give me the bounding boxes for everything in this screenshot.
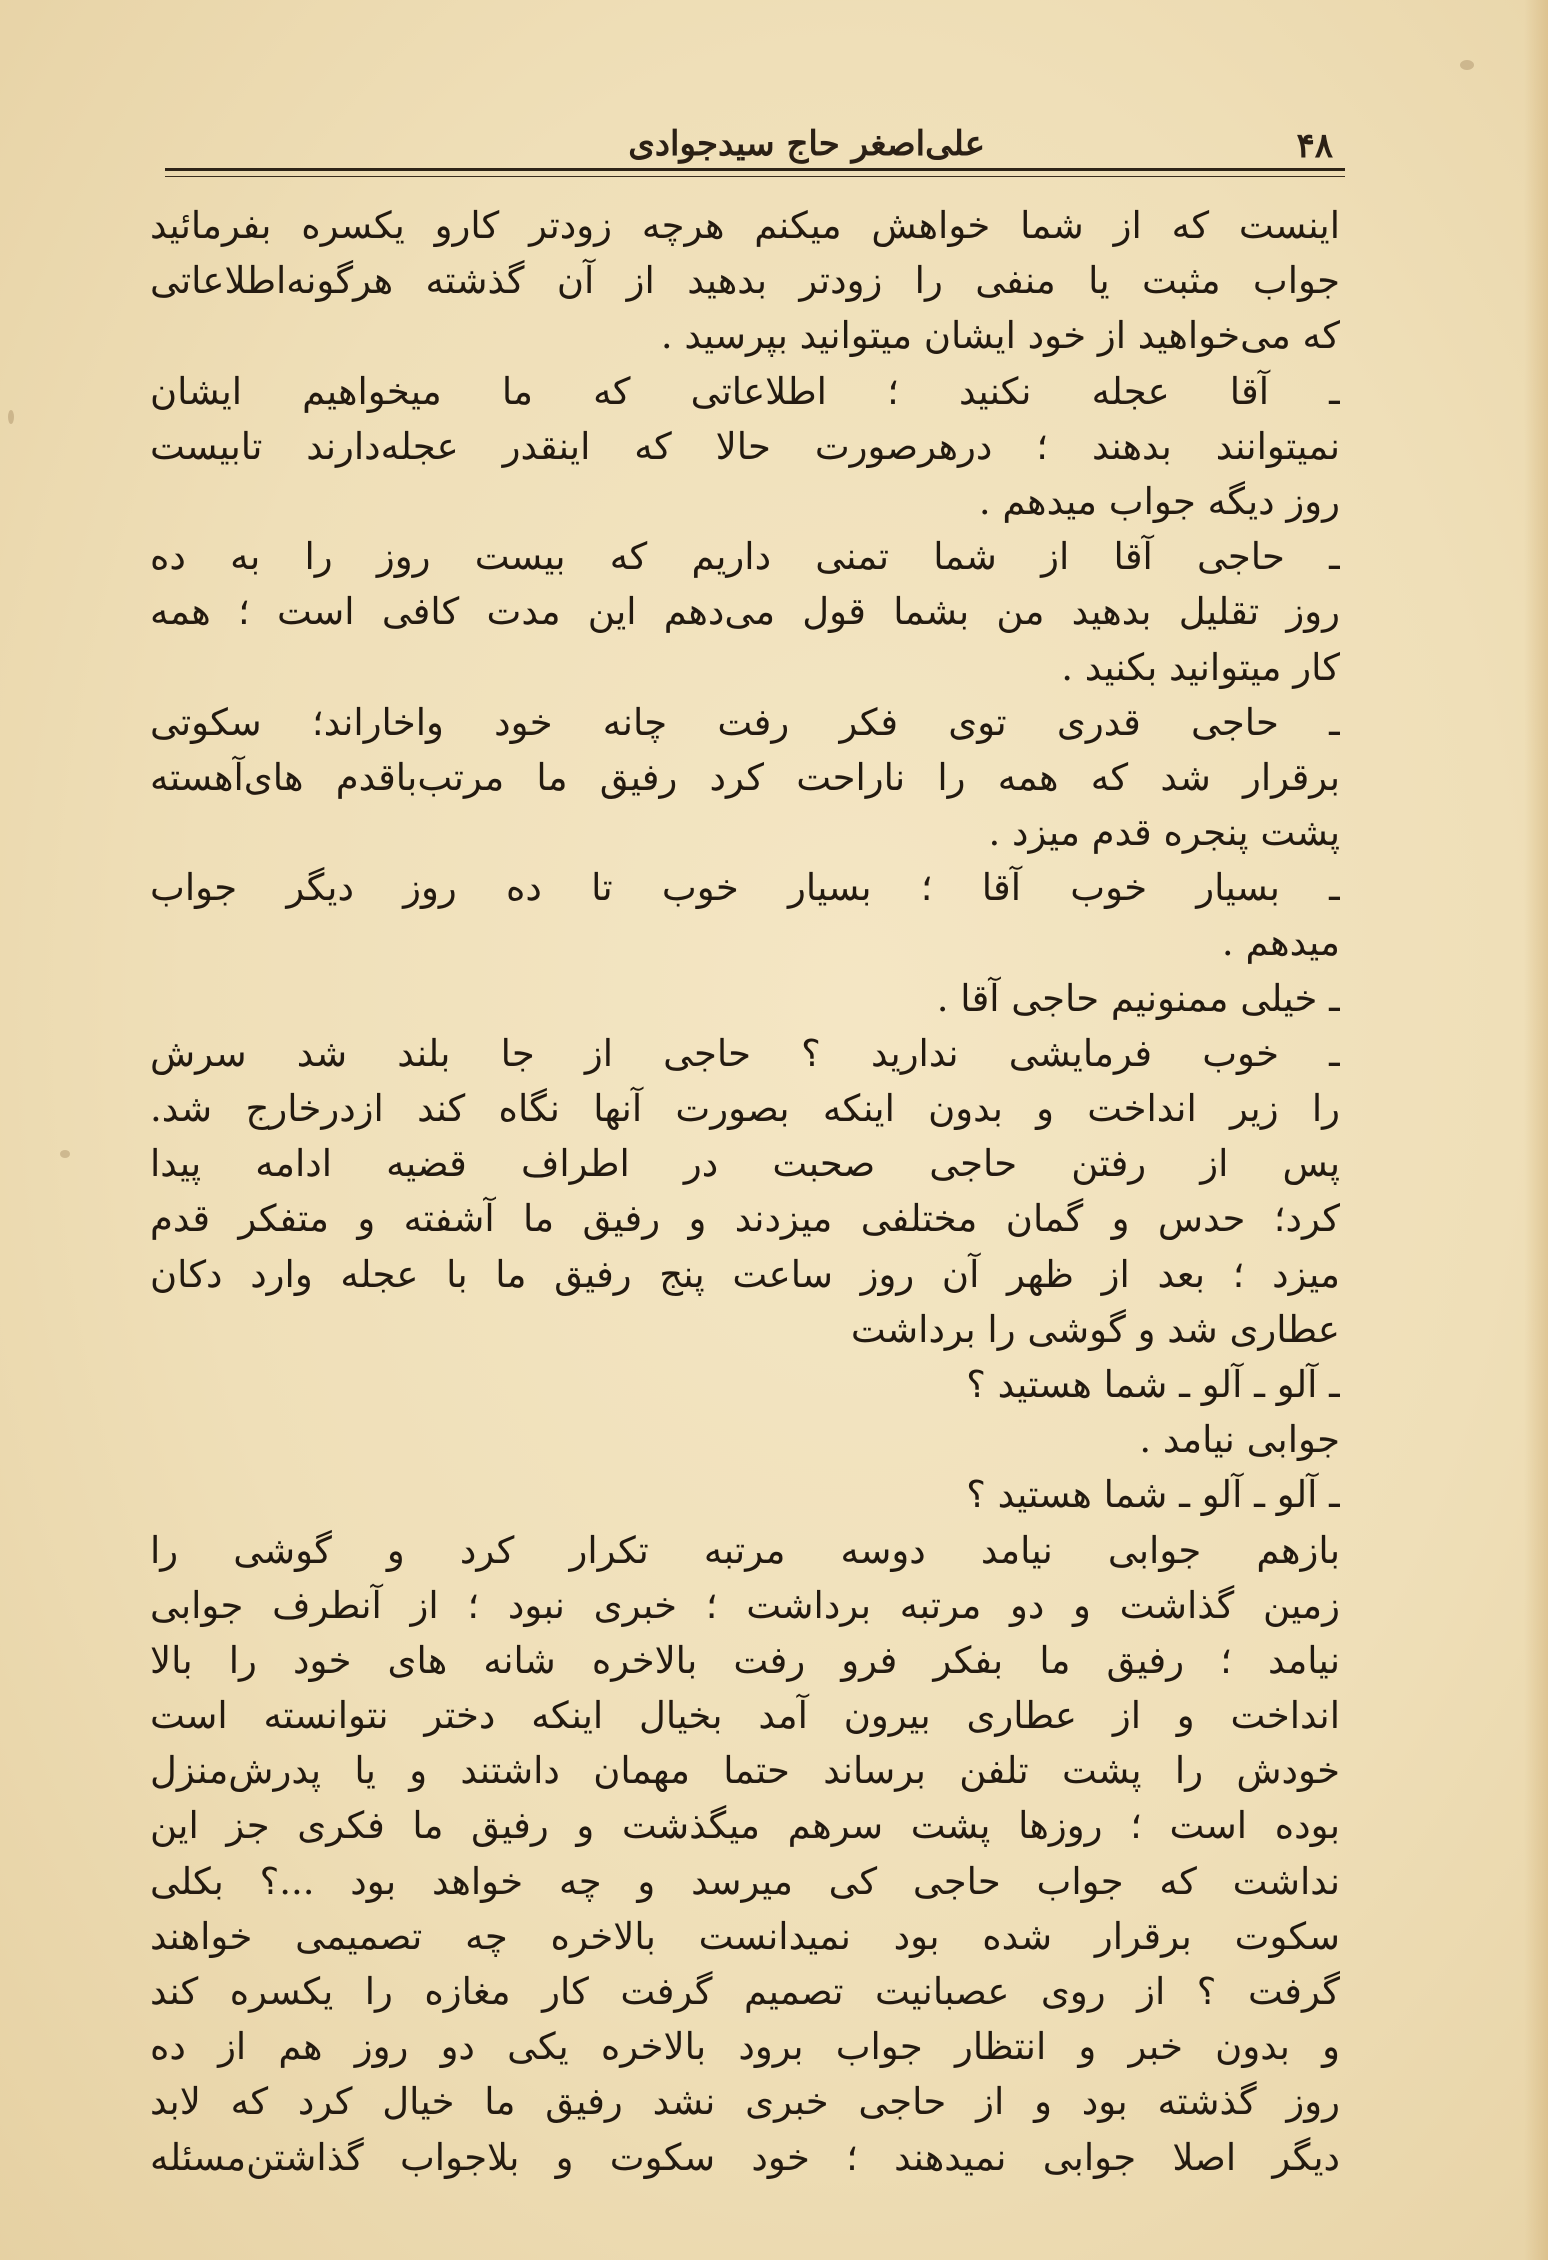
- text-line: را زیر انداخت و بدون اینکه بصورت آنها نگاه کند ازدرخارج شد.: [150, 1087, 1340, 1130]
- text-line: ـ حاجی قدری توی فکر رفت چانه خود واخاراند؛ سکوتی: [150, 700, 1340, 744]
- text-line: اینست که از شما خواهش میکنم هرچه زودتر کارو یکسره بفرمائید: [150, 204, 1340, 247]
- text-line: روز دیگه جواب میدهم .: [978, 479, 1340, 523]
- body-text: [150, 198, 1340, 2185]
- page-edge-shadow: [1524, 0, 1548, 2260]
- text-line: سکوت برقرار شده بود نمیدانست بالاخره چه تصمیمی خواهند: [150, 1914, 1340, 1958]
- header-rule-thin: [165, 176, 1345, 177]
- text-line: پشت پنجره قدم میزد .: [988, 811, 1340, 855]
- text-line: نداشت که جواب حاجی کی میرسد و چه خواهد بود ...؟ بکلی: [150, 1859, 1340, 1903]
- text-line: انداخت و از عطاری بیرون آمد بخیال اینکه دختر نتوانسته است: [150, 1694, 1340, 1738]
- text-line: ـ آقا عجله نکنید ؛ اطلاعاتی که ما میخواهیم ایشان: [150, 369, 1340, 413]
- text-line: خودش را پشت تلفن برساند حتما مهمان داشتند و یا پدرش‌منزل: [150, 1749, 1340, 1793]
- text-line: روز گذشته بود و از حاجی خبری نشد رفیق ما خیال کرد که لابد: [150, 2080, 1340, 2124]
- header-rule: [165, 168, 1345, 171]
- text-line: که می‌خواهید از خود ایشان میتوانید بپرسید .: [660, 314, 1340, 358]
- text-line: و بدون خبر و انتظار جواب برود بالاخره یکی دو روز هم از ده: [150, 2025, 1340, 2069]
- text-line: بازهم جوابی نیامد دوسه مرتبه تکرار کرد و گوشی را: [150, 1528, 1340, 1572]
- paper-speck: [8, 410, 14, 424]
- text-line: برقرار شد که همه را ناراحت کرد رفیق ما مرتب‌باقدم های‌آهسته: [150, 755, 1340, 799]
- text-line: کار میتوانید بکنید .: [1061, 645, 1340, 689]
- paper-speck: [1460, 60, 1474, 70]
- text-line: ـ حاجی آقا از شما تمنی داریم که بیست روز را به ده: [150, 535, 1340, 579]
- text-line: گرفت ؟ از روی عصبانیت تصمیم گرفت کار مغازه را یکسره کند: [150, 1970, 1340, 2013]
- page-number: ۴۸: [1296, 126, 1333, 166]
- paper-speck: [60, 1150, 70, 1158]
- text-line: میدهم .: [1221, 921, 1340, 965]
- text-line: ـ بسیار خوب آقا ؛ بسیار خوب تا ده روز دیگر جواب: [150, 866, 1340, 910]
- text-line: میزد ؛ بعد از ظهر آن روز ساعت پنج رفیق ما با عجله وارد دکان: [150, 1252, 1340, 1296]
- text-line: ـ خوب فرمایشی ندارید ؟ حاجی از جا بلند شد سرش: [150, 1031, 1340, 1075]
- text-line: روز تقلیل بدهید من بشما قول می‌دهم این مدت کافی است ؛ همه: [150, 590, 1340, 634]
- text-line: جوابی نیامد .: [1139, 1418, 1340, 1462]
- running-title: علی‌اصغر حاج سیدجوادی: [628, 124, 985, 164]
- text-line: نیامد ؛ رفیق ما بفکر فرو رفت بالاخره شانه های خود را بالا: [150, 1638, 1340, 1682]
- text-line: کرد؛ حدس و گمان مختلفی میزدند و رفیق ما آشفته و متفکر قدم: [150, 1197, 1340, 1241]
- text-line: ـ آلو ـ آلو ـ شما هستید ؟: [966, 1473, 1340, 1517]
- text-line: پس از رفتن حاجی صحبت در اطراف قضیه ادامه پیدا: [150, 1142, 1340, 1186]
- text-line: نمیتوانند بدهند ؛ درهرصورت حالا که اینقدر عجله‌دارند تابیست: [150, 424, 1340, 468]
- text-line: بوده است ؛ روزها پشت سرهم میگذشت و رفیق ما فکری جز این: [150, 1804, 1340, 1848]
- text-line: عطاری شد و گوشی را برداشت: [850, 1307, 1340, 1351]
- text-line: دیگر اصلا جوابی نمیدهند ؛ خود سکوت و بلاجواب گذاشتن‌مسئله: [150, 2135, 1340, 2179]
- text-line: زمین گذاشت و دو مرتبه برداشت ؛ خبری نبود ؛ از آنطرف جوابی: [150, 1583, 1340, 1627]
- text-line: جواب مثبت یا منفی را زودتر بدهید از آن گذشته هرگونه‌اطلاعاتی: [150, 259, 1340, 303]
- text-line: ـ خیلی ممنونیم حاجی آقا .: [936, 976, 1340, 1020]
- text-line: ـ آلو ـ آلو ـ شما هستید ؟: [966, 1362, 1340, 1406]
